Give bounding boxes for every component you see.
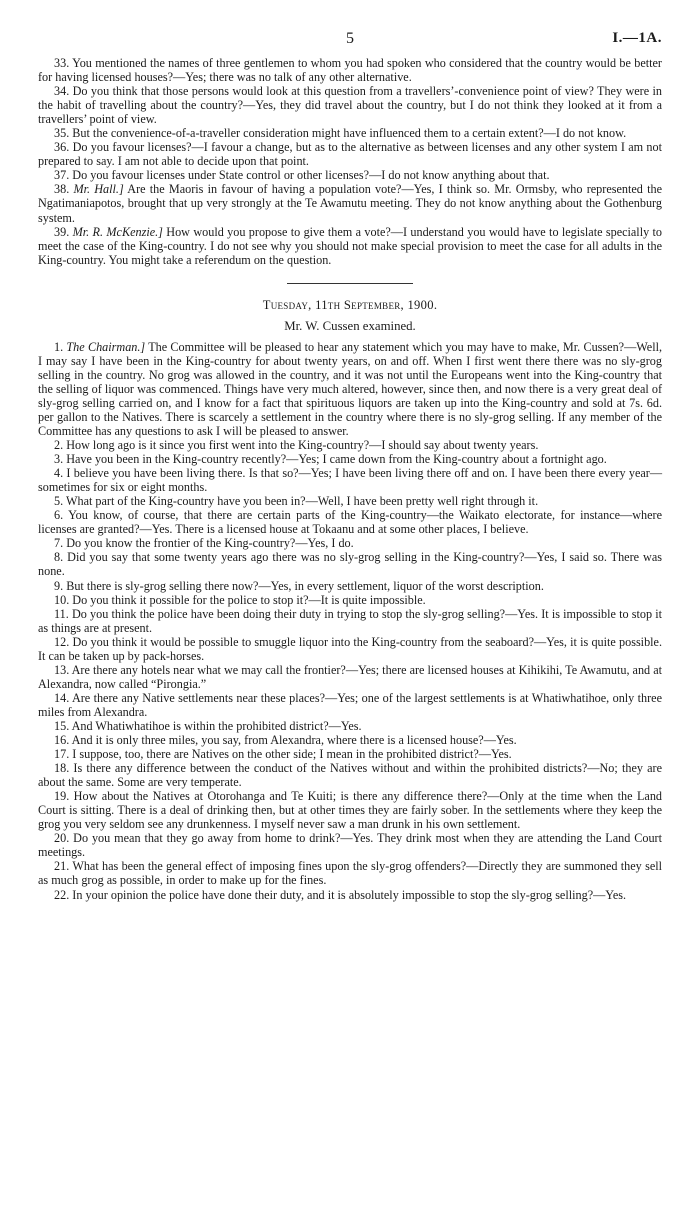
- question-text: I suppose, too, there are Natives on the other side; I mean in the prohibited district?—Yes.: [72, 747, 512, 762]
- question-text: How would you propose to give them a vote?—I understand you would have to legislate specially to meet the case of the King-country. I do not see why you should not make special provision to meet the case for all adults in the King-country. You might take a referendum on the question.: [38, 224, 663, 267]
- question-paragraph: [38, 56, 662, 84]
- section-divider: [287, 283, 413, 284]
- question-paragraph: [38, 536, 662, 550]
- question-paragraph: [38, 550, 662, 578]
- question-text: I believe you have been living there. Is that so?—Yes; I have been living there off and on. I have been there every year—sometimes for six or eight months.: [38, 466, 663, 495]
- question-number: 19.: [54, 789, 70, 804]
- speaker-label: Mr. Hall.]: [73, 182, 124, 197]
- question-paragraph: [38, 691, 662, 719]
- question-text: Do you favour licenses?—I favour a change, but as to the alternative as between licenses and any other system I am not prepared to say. I am not able to decide upon that point.: [38, 140, 663, 169]
- document-reference: I.—1A.: [612, 30, 662, 46]
- question-number: 14.: [54, 690, 70, 705]
- question-number: 16.: [54, 733, 70, 748]
- question-paragraph: [38, 663, 662, 691]
- question-text: The Committee will be pleased to hear any statement which you may have to make, Mr. Cussen?—Well, I may say I have been in the King-country for about twenty years, on and off. When I first went there there was no sly-grog selling in the country. No grog was allowed in the country, and it was not until the Europeans went into the King-country that the selling of liquor was commenced. Things have very much altered, however, since then, and now there is a very great deal of sly-grog selling carried on, and I know for a fact that spirituous liquors are taken up into the King-country and sold at 7s. 6d. per gallon to the Natives. There is scarcely a settlement in the country where there is no sly-grog selling. If any member of the Committee has any questions to ask I will be pleased to answer.: [38, 339, 663, 438]
- question-number: 35.: [54, 126, 70, 141]
- question-paragraph: [38, 182, 662, 224]
- question-paragraph: [38, 126, 662, 140]
- question-number: 1.: [54, 339, 64, 354]
- question-paragraph: [38, 438, 662, 452]
- question-paragraph: [38, 168, 662, 182]
- question-number: 17.: [54, 747, 70, 762]
- question-paragraph: [38, 747, 662, 761]
- question-paragraph: [38, 579, 662, 593]
- question-paragraph: [38, 466, 662, 494]
- testimony-section-continued: [38, 56, 662, 267]
- question-paragraph: [38, 494, 662, 508]
- question-paragraph: [38, 719, 662, 733]
- question-paragraph: [38, 84, 662, 126]
- question-paragraph: [38, 789, 662, 831]
- question-paragraph: [38, 761, 662, 789]
- question-paragraph: [38, 859, 662, 887]
- question-paragraph: [38, 607, 662, 635]
- question-paragraph: [38, 340, 662, 438]
- question-text: But the convenience-of-a-traveller consideration might have influenced them to a certain extent?—I do not know.: [72, 126, 627, 141]
- page-number: 5: [346, 30, 354, 47]
- question-number: 5.: [54, 494, 64, 509]
- question-number: 13.: [54, 662, 70, 677]
- question-paragraph: [38, 831, 662, 859]
- question-text: Are there any Native settlements near these places?—Yes; one of the largest settlements is at Whatiwhatihoe, only three miles from Alexandra.: [38, 690, 662, 719]
- question-number: 33.: [54, 56, 70, 70]
- question-text: Do you favour licenses under State control or other licenses?—I do not know anything about that.: [72, 168, 550, 183]
- question-text: How about the Natives at Otorohanga and Te Kuiti; is there any difference there?—Only at the time when the Land Court is sitting. There is a deal of drinking then, but at other times they are fairly sober. In the settlements where they keep the grog you very seldom see any drunkenness. I myself never saw a man drunk in his own settlement.: [38, 789, 663, 832]
- question-text: What has been the general effect of imposing fines upon the sly-grog offenders?—Directly they are summoned they sell as much grog as possible, in order to make up for the fines.: [38, 859, 663, 888]
- question-text: Do you think that those persons would look at this question from a travellers’-convenience point of view? They were in the habit of travelling about the country?—Yes, they did travel about the country, but I do not think they looked at it from a travellers’ point of view.: [38, 84, 662, 127]
- question-paragraph: [38, 593, 662, 607]
- question-text: Are the Maoris in favour of having a population vote?—Yes, I think so. Mr. Ormsby, who represented the Ngatimaniapotos, brought that up very strongly at the Te Awamutu meeting. They do not know anything about the Gothenburg system.: [38, 182, 662, 225]
- question-paragraph: [38, 452, 662, 466]
- question-number: 3.: [54, 452, 64, 467]
- question-number: 22.: [54, 887, 70, 902]
- question-text: And Whatiwhatihoe is within the prohibited district?—Yes.: [71, 718, 362, 733]
- question-text: Is there any difference between the conduct of the Natives without and within the prohibited districts?—No; they are about the same. Some are very temperate.: [38, 761, 662, 790]
- question-number: 6.: [54, 508, 64, 523]
- question-text: Do you think the police have been doing their duty in trying to stop the sly-grog selling?—Yes. It is impossible to stop it as things are at present.: [38, 606, 663, 635]
- question-number: 9.: [54, 578, 64, 593]
- question-number: 38.: [54, 182, 70, 197]
- speaker-label: The Chairman.]: [66, 339, 146, 354]
- question-number: 8.: [54, 550, 64, 565]
- question-number: 7.: [54, 536, 64, 551]
- question-number: 15.: [54, 718, 70, 733]
- question-paragraph: [38, 508, 662, 536]
- question-number: 21.: [54, 859, 70, 874]
- question-text: Did you say that some twenty years ago there was no sly-grog selling in the King-country?—Yes, I said so. There was none.: [38, 550, 663, 579]
- question-number: 39.: [54, 224, 70, 239]
- question-text: In your opinion the police have done their duty, and it is absolutely impossible to stop the sly-grog selling?—Yes.: [72, 887, 627, 902]
- question-number: 36.: [54, 140, 70, 155]
- question-text: You know, of course, that there are certain parts of the King-country—the Waikato electorate, for instance—where licenses are granted?—Yes. There is a licensed house at Tokaanu and at some other places, I believe.: [38, 508, 662, 537]
- testimony-section-cussen: [38, 340, 662, 902]
- question-text: But there is sly-grog selling there now?—Yes, in every settlement, liquor of the worst description.: [66, 578, 544, 593]
- question-number: 18.: [54, 761, 70, 776]
- question-text: And it is only three miles, you say, from Alexandra, where there is a licensed house?—Yes.: [71, 733, 517, 748]
- document-page: [38, 30, 662, 902]
- question-text: Do you mean that they go away from home to drink?—Yes. They drink most when they are attending the Land Court meetings.: [38, 831, 663, 860]
- question-number: 10.: [54, 592, 70, 607]
- question-text: Do you know the frontier of the King-country?—Yes, I do.: [66, 536, 354, 551]
- question-text: Have you been in the King-country recently?—Yes; I came down from the King-country about a fortnight ago.: [66, 452, 607, 467]
- speaker-label: Mr. R. McKenzie.]: [72, 224, 163, 239]
- question-number: 11.: [54, 606, 69, 621]
- question-paragraph: [38, 733, 662, 747]
- question-number: 12.: [54, 634, 70, 649]
- question-number: 37.: [54, 168, 70, 183]
- question-text: How long ago is it since you first went into the King-country?—I should say about twenty years.: [66, 438, 539, 453]
- witness-heading: Mr. W. Cussen examined.: [284, 318, 416, 333]
- question-number: 34.: [54, 84, 70, 99]
- question-number: 2.: [54, 438, 64, 453]
- page-header: [38, 30, 662, 56]
- question-number: 4.: [54, 466, 64, 481]
- question-text: You mentioned the names of three gentlemen to whom you had spoken who considered that the country would be better for having licensed houses?—Yes; there was no talk of any other alternative.: [38, 56, 662, 85]
- question-paragraph: [38, 635, 662, 663]
- question-paragraph: [38, 225, 662, 267]
- session-date: Tuesday, 11th September, 1900.: [262, 297, 438, 312]
- question-text: What part of the King-country have you been in?—Well, I have been pretty well right through it.: [65, 494, 539, 509]
- question-number: 20.: [54, 831, 70, 846]
- question-paragraph: [38, 140, 662, 168]
- question-paragraph: [38, 888, 662, 902]
- question-text: Do you think it would be possible to smuggle liquor into the King-country from the seaboard?—Yes, it is quite possible. It can be taken up by pack-horses.: [38, 634, 663, 663]
- question-text: Are there any hotels near what we may call the frontier?—Yes; there are licensed houses at Kihikihi, Te Awamutu, and at Alexandra, now called “Pirongia.”: [38, 662, 662, 691]
- question-text: Do you think it possible for the police to stop it?—It is quite impossible.: [72, 592, 426, 607]
